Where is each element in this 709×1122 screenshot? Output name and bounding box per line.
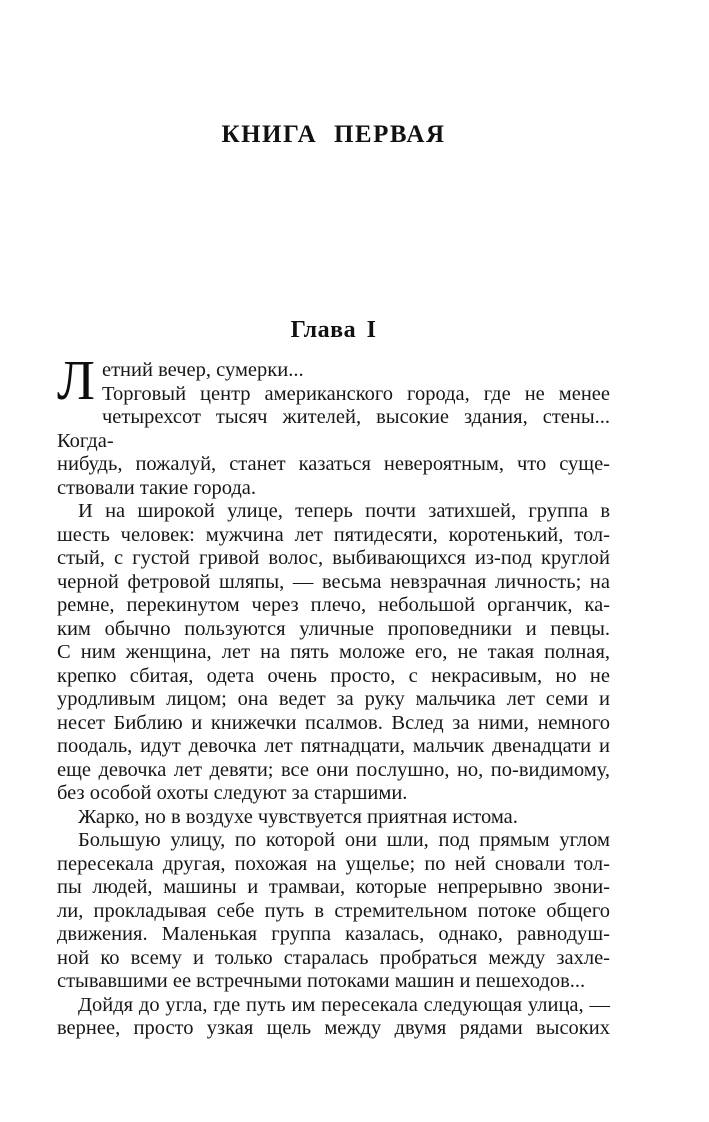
text-line: стый, с густой гривой волос, выбивающихся из-под круглой xyxy=(57,547,610,569)
text-line: пересекала другая, похожая на ущелье; по ней сновали тол- xyxy=(57,852,610,875)
text-line: С ним женщина, лет на пять моложе его, не такая полная, xyxy=(57,641,610,663)
text-line: етний вечер, сумерки... xyxy=(101,359,304,381)
text-line: шесть человек: мужчина лет пятидесяти, коротенький, тол- xyxy=(57,523,610,546)
text-line: поодаль, идут девочка лет пятнадцати, мальчик двенадцати и xyxy=(57,735,610,757)
text-line: Жарко, но в воздухе чувствуется приятная истома. xyxy=(78,805,518,828)
body-text xyxy=(57,350,610,1041)
book-title: КНИГА ПЕРВАЯ xyxy=(221,121,446,148)
text-line: уродливым лицом; она ведет за руку мальчика лет семи и xyxy=(57,688,610,710)
text-line: пы людей, машины и трамваи, которые непрерывно звони- xyxy=(57,876,610,898)
text-line: несет Библию и книжечки псалмов. Вслед за ними, немного xyxy=(57,711,610,734)
text-line: ной ко всему и только старалась пробраться между захле- xyxy=(57,946,610,969)
text-line: ким обычно пользуются уличные проповедники и певцы. xyxy=(57,617,610,640)
text-line: черной фетровой шляпы, — весьма невзрачная личность; на xyxy=(57,570,610,593)
text-line: И на широкой улице, теперь почти затихшей, группа в xyxy=(78,500,610,522)
text-line: Торговый центр американского города, где не менее xyxy=(101,382,610,405)
chapter-title: Глава I xyxy=(290,317,377,343)
text-line: еще девочка лет девяти; все они послушно, но, по-видимому, xyxy=(57,758,610,781)
text-line: Дойдя до угла, где путь им пересекала следующая улица, — xyxy=(78,993,610,1016)
text-line: Большую улицу, по которой они шли, под прямым углом xyxy=(78,829,610,851)
text-line: крепко сбитая, одета очень просто, с некрасивым, но не xyxy=(57,664,610,687)
text-line: вернее, просто узкая щель между двумя рядами высоких xyxy=(57,1017,610,1039)
text-line: четырехсот тысяч жителей, высокие здания, стены... Когда- xyxy=(57,406,610,452)
text-line: ствовали такие города. xyxy=(57,476,257,499)
drop-cap: Л xyxy=(57,350,95,412)
text-line: нибудь, пожалуй, станет казаться невероятным, что суще- xyxy=(57,453,610,475)
text-line: стывавшими ее встречными потоками машин и пешеходов... xyxy=(57,970,586,992)
text-line: движения. Маленькая группа казалась, однако, равнодуш- xyxy=(57,923,610,945)
text-line: ремне, перекинутом через плечо, небольшой органчик, ка- xyxy=(57,594,610,616)
text-line: ли, прокладывая себе путь в стремительном потоке общего xyxy=(57,899,610,922)
text-line: без особой охоты следуют за старшими. xyxy=(57,782,408,804)
